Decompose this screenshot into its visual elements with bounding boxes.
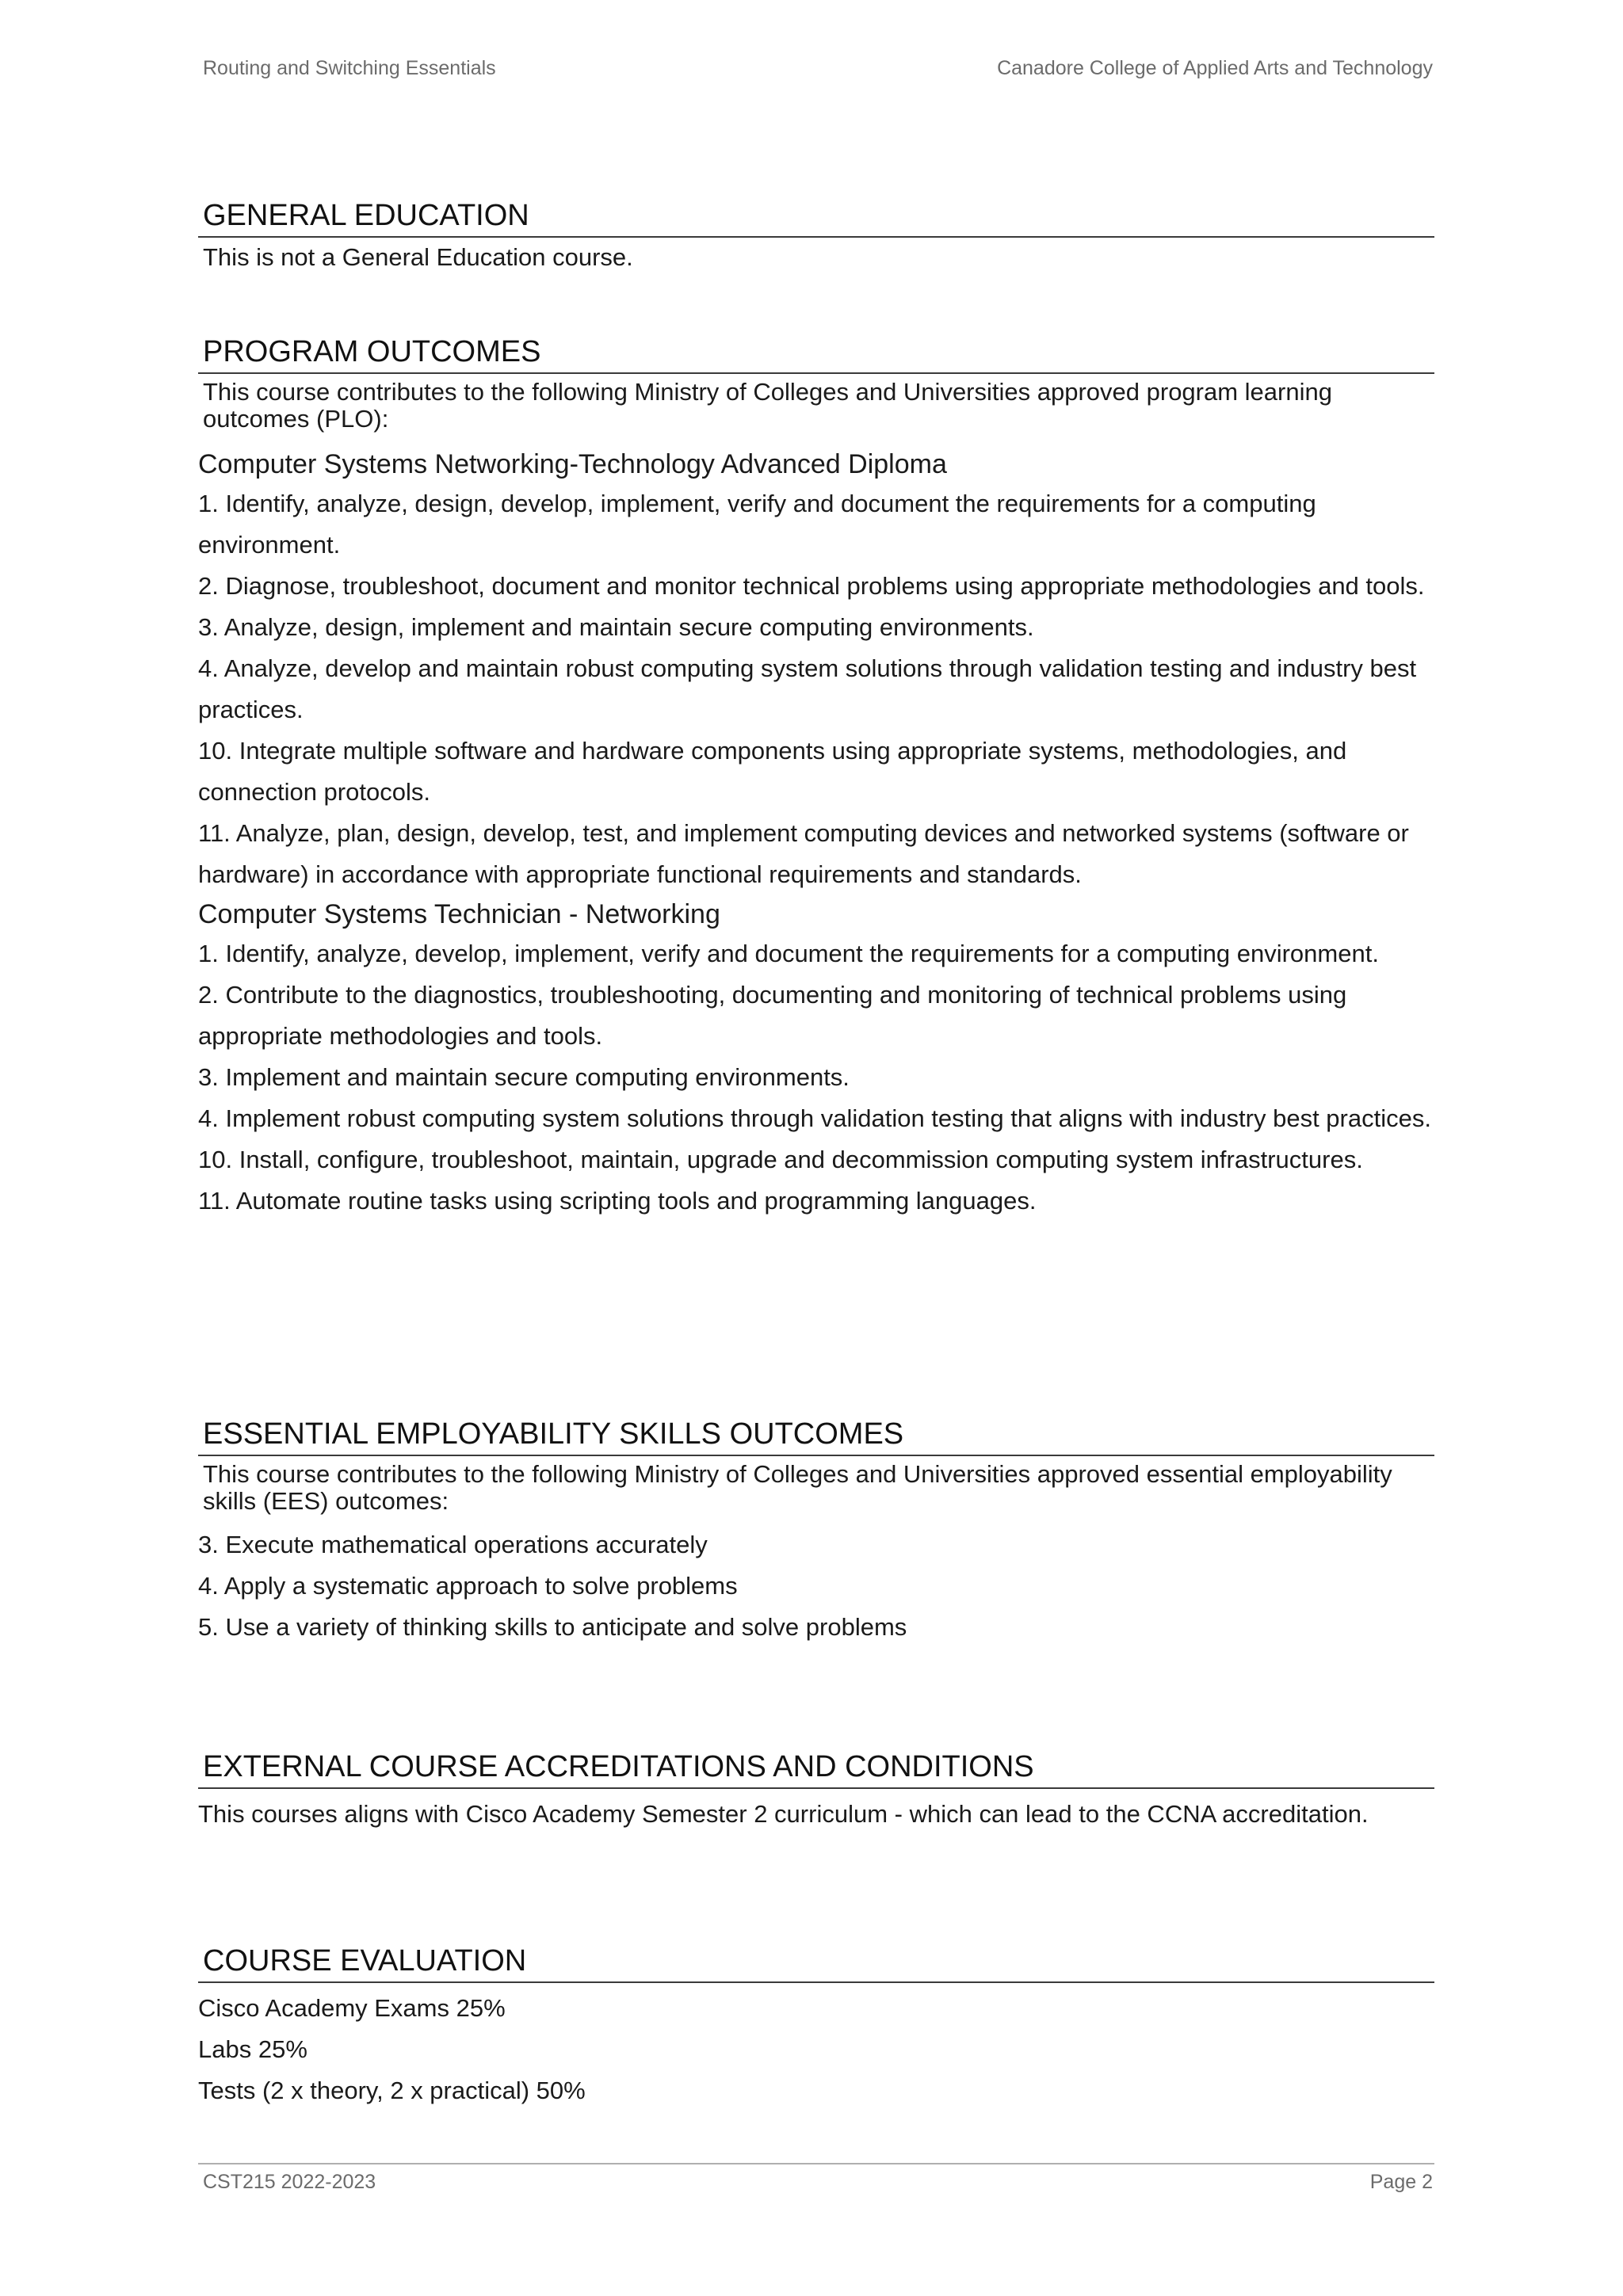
evaluation-item: Cisco Academy Exams 25% xyxy=(198,1993,506,2022)
footer-divider xyxy=(198,2163,1434,2164)
program-name: Computer Systems Networking-Technology Advanced Diploma xyxy=(198,448,947,479)
footer-page-number: Page 2 xyxy=(1369,2171,1433,2193)
general-education-heading: GENERAL EDUCATION xyxy=(198,200,1434,238)
program-block xyxy=(198,445,1434,895)
external-accreditations-heading: EXTERNAL COURSE ACCREDITATIONS AND CONDITIONS xyxy=(198,1751,1434,1789)
footer-course-code: CST215 2022-2023 xyxy=(203,2171,376,2193)
program-outcomes-heading: PROGRAM OUTCOMES xyxy=(198,336,1434,374)
course-evaluation-heading: COURSE EVALUATION xyxy=(198,1945,1434,1983)
program-outcome-item: 2. Diagnose, troubleshoot, document and monitor technical problems using appropriate methodologies and tools. xyxy=(198,571,1425,600)
ees-intro: This course contributes to the following Ministry of Colleges and Universities approved essential employability skills (EES) outcomes: xyxy=(203,1459,1392,1515)
external-accreditations-text: This courses aligns with Cisco Academy Semester 2 curriculum - which can lead to the CCNA accreditation. xyxy=(198,1799,1369,1828)
general-education-section xyxy=(198,200,1434,271)
program-name: Computer Systems Technician - Networking xyxy=(198,898,720,929)
external-accreditations-section xyxy=(198,1751,1434,1835)
program-outcome-item: 4. Analyze, develop and maintain robust computing system solutions through validation testing and industry best practices. xyxy=(198,654,1417,723)
ees-section xyxy=(198,1418,1434,1648)
evaluation-list xyxy=(198,1988,1434,2111)
program-outcome-item: 10. Integrate multiple software and hardware components using appropriate systems, methodologies, and connection protocols. xyxy=(198,736,1347,806)
program-outcome-item: 11. Analyze, plan, design, develop, test, and implement computing devices and networked systems (software or hardware) in accordance with appropriate functional requirements and standards. xyxy=(198,818,1409,888)
ees-item: 4. Apply a systematic approach to solve problems xyxy=(198,1571,738,1600)
evaluation-item: Tests (2 x theory, 2 x practical) 50% xyxy=(198,2076,586,2104)
ees-item: 5. Use a variety of thinking skills to anticipate and solve problems xyxy=(198,1612,907,1641)
program-block xyxy=(198,895,1434,1222)
ees-heading: ESSENTIAL EMPLOYABILITY SKILLS OUTCOMES xyxy=(198,1418,1434,1456)
program-outcome-item: 2. Contribute to the diagnostics, troubleshooting, documenting and monitoring of technical problems using appropriate methodologies and tools. xyxy=(198,980,1347,1050)
evaluation-item: Labs 25% xyxy=(198,2035,307,2063)
general-education-text: This is not a General Education course. xyxy=(203,242,633,271)
program-outcome-item: 1. Identify, analyze, design, develop, implement, verify and document the requirements for a computing environment. xyxy=(198,489,1316,559)
program-outcome-item: 4. Implement robust computing system solutions through validation testing that aligns with industry best practices. xyxy=(198,1104,1431,1132)
course-evaluation-section xyxy=(198,1945,1434,2111)
ees-item: 3. Execute mathematical operations accurately xyxy=(198,1530,708,1558)
program-outcome-item: 10. Install, configure, troubleshoot, maintain, upgrade and decommission computing system infrastructures. xyxy=(198,1145,1363,1173)
program-outcome-item: 3. Analyze, design, implement and maintain secure computing environments. xyxy=(198,612,1034,641)
header-college-name: Canadore College of Applied Arts and Technology xyxy=(997,57,1433,79)
program-outcomes-section xyxy=(198,336,1434,1222)
program-outcomes-intro: This course contributes to the following Ministry of Colleges and Universities approved program learning outcomes (PLO): xyxy=(203,377,1332,433)
program-outcome-item: 1. Identify, analyze, develop, implement, verify and document the requirements for a computing environment. xyxy=(198,939,1379,967)
ees-list xyxy=(198,1524,1434,1648)
program-outcome-item: 11. Automate routine tasks using scripting tools and programming languages. xyxy=(198,1186,1037,1215)
program-outcome-item: 3. Implement and maintain secure computing environments. xyxy=(198,1062,850,1091)
header-course-title: Routing and Switching Essentials xyxy=(203,57,496,79)
